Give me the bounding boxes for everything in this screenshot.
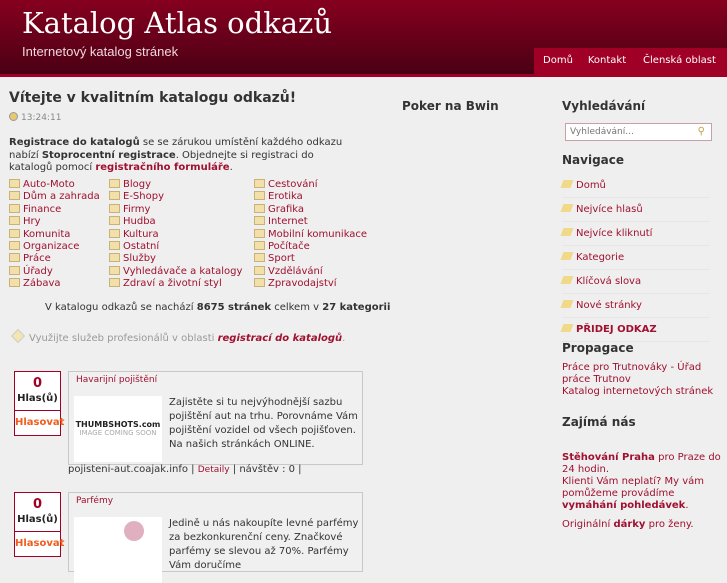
promo-links bbox=[562, 362, 722, 398]
sidebar-nav-item[interactable] bbox=[562, 222, 710, 246]
folder-icon bbox=[109, 204, 120, 213]
category-link[interactable]: Ostatní bbox=[123, 240, 160, 252]
listing-title[interactable]: Parfémy bbox=[76, 496, 114, 506]
folder-icon bbox=[254, 179, 265, 188]
category-item[interactable] bbox=[254, 191, 367, 203]
promo-end: . bbox=[342, 333, 346, 344]
thumb-note: IMAGE COMING SOON bbox=[79, 429, 157, 437]
folder-icon bbox=[254, 191, 265, 200]
site-subtitle: Internetový katalog stránek bbox=[22, 44, 179, 59]
stats-categories: 27 kategorii bbox=[322, 302, 391, 313]
listing-thumbnail[interactable] bbox=[74, 517, 162, 583]
category-item[interactable] bbox=[9, 253, 100, 265]
category-link[interactable]: Vyhledávače a katalogy bbox=[123, 265, 243, 277]
nav-contact[interactable]: Kontakt bbox=[587, 55, 627, 66]
stats-text: V katalogu odkazů se nachází bbox=[45, 302, 197, 313]
category-item[interactable] bbox=[109, 278, 242, 290]
category-link[interactable]: E-Shopy bbox=[123, 191, 164, 203]
category-item[interactable] bbox=[254, 253, 367, 265]
category-link[interactable]: Služby bbox=[123, 253, 156, 265]
folder-icon bbox=[109, 241, 120, 250]
category-item[interactable] bbox=[109, 179, 242, 191]
pencil-icon bbox=[561, 228, 574, 236]
category-column bbox=[109, 179, 242, 291]
header-divider bbox=[0, 74, 727, 77]
interest-box bbox=[562, 452, 722, 531]
perfume-image bbox=[124, 521, 144, 541]
pencil-icon bbox=[561, 252, 574, 260]
category-item[interactable] bbox=[109, 241, 242, 253]
category-link[interactable]: Hudba bbox=[123, 216, 156, 228]
category-item[interactable] bbox=[9, 278, 100, 290]
folder-icon bbox=[254, 266, 265, 275]
listing-meta bbox=[68, 464, 302, 475]
category-link[interactable]: Úřady bbox=[23, 265, 53, 277]
catalog-stats bbox=[45, 302, 390, 313]
sidebar-nav-item[interactable] bbox=[562, 246, 710, 270]
category-item[interactable] bbox=[109, 216, 242, 228]
thumb-logo: THUMBSHOTS.com bbox=[75, 420, 161, 429]
folder-icon bbox=[254, 204, 265, 213]
sidebar-nav-label: PŘIDEJ ODKAZ bbox=[576, 324, 657, 335]
nav-home[interactable]: Domů bbox=[543, 55, 573, 66]
category-link[interactable]: Sport bbox=[268, 253, 295, 265]
category-column bbox=[254, 179, 367, 291]
vote-box bbox=[14, 371, 65, 436]
category-item[interactable] bbox=[9, 216, 100, 228]
vote-button[interactable]: Hlasovat bbox=[15, 417, 65, 428]
tag-icon bbox=[11, 329, 25, 343]
category-item[interactable] bbox=[9, 179, 100, 191]
search-title: Vyhledávání bbox=[562, 99, 646, 113]
stats-text-2: celkem v bbox=[271, 302, 323, 313]
promo-line bbox=[13, 331, 345, 344]
category-link[interactable]: Cestování bbox=[268, 179, 318, 190]
promo-title: Propagace bbox=[562, 341, 634, 355]
folder-icon bbox=[254, 229, 265, 238]
search-input[interactable] bbox=[566, 124, 686, 139]
vote-label: Hlas(ů) bbox=[15, 512, 60, 532]
vote-button[interactable]: Hlasovat bbox=[15, 538, 65, 549]
listing-title[interactable]: Havarijní pojištění bbox=[76, 375, 158, 385]
intro bbox=[9, 137, 359, 175]
intro-text-3: . bbox=[229, 162, 233, 173]
category-link[interactable]: Mobilní komunikace bbox=[268, 228, 368, 240]
folder-icon bbox=[9, 229, 20, 238]
folder-icon bbox=[9, 266, 20, 275]
category-item[interactable] bbox=[254, 229, 367, 241]
debt-link[interactable]: vymáhání pohledávek bbox=[562, 500, 686, 511]
moving-link[interactable]: Stěhování Praha bbox=[562, 452, 655, 463]
gifts-text: Originální bbox=[562, 519, 614, 530]
details-link[interactable]: Detaily bbox=[197, 465, 230, 475]
folder-icon bbox=[9, 216, 20, 225]
sidebar-nav-item[interactable] bbox=[562, 174, 710, 198]
navigation-title: Navigace bbox=[562, 153, 625, 167]
folder-icon bbox=[109, 278, 120, 287]
gifts-link[interactable]: dárky bbox=[613, 519, 646, 530]
search-box bbox=[565, 123, 712, 141]
folder-icon bbox=[254, 216, 265, 225]
pencil-icon bbox=[561, 204, 574, 212]
category-link[interactable]: Práce bbox=[23, 253, 51, 265]
clock bbox=[9, 112, 61, 123]
sidebar-nav-label: Kategorie bbox=[576, 252, 625, 263]
sidebar-nav bbox=[562, 174, 710, 342]
folder-icon bbox=[109, 191, 120, 200]
folder-icon bbox=[109, 216, 120, 225]
time: 13:24:11 bbox=[21, 113, 62, 123]
sidebar-nav-label: Nové stránky bbox=[576, 300, 642, 311]
poker-title: Poker na Bwin bbox=[402, 99, 499, 113]
sidebar-nav-item[interactable] bbox=[562, 294, 710, 318]
category-item[interactable] bbox=[9, 266, 100, 278]
folder-icon bbox=[109, 253, 120, 262]
folder-icon bbox=[109, 179, 120, 188]
category-link[interactable]: Blogy bbox=[123, 179, 152, 190]
category-link[interactable]: Erotika bbox=[268, 191, 303, 203]
listing-card bbox=[68, 492, 363, 572]
category-link[interactable]: Finance bbox=[23, 203, 62, 215]
folder-icon bbox=[9, 204, 20, 213]
vote-count: 0 bbox=[32, 497, 43, 512]
vote-count: 0 bbox=[32, 376, 43, 391]
folder-icon bbox=[9, 241, 20, 250]
moving-text: pro Praze do 24 hodin. bbox=[562, 452, 721, 475]
category-link[interactable]: Organizace bbox=[23, 240, 80, 252]
listing-url: pojisteni-aut.coajak.info bbox=[68, 464, 188, 475]
page-title: Vítejte v kvalitním katalogu odkazů! bbox=[9, 90, 297, 106]
interest-title: Zajímá nás bbox=[562, 415, 636, 429]
debt-end: . bbox=[685, 500, 689, 511]
site-title[interactable]: Katalog Atlas odkazů bbox=[22, 6, 333, 40]
category-link[interactable]: Komunita bbox=[23, 228, 71, 240]
category-item[interactable] bbox=[9, 204, 100, 216]
category-link[interactable]: Zdraví a životní styl bbox=[123, 278, 222, 290]
pencil-icon bbox=[561, 276, 574, 284]
pencil-icon bbox=[561, 180, 574, 188]
sidebar-nav-label: Klíčová slova bbox=[576, 276, 642, 287]
listing-description: Jedině u nás nakoupíte levné parfémy za bezkonkurenční ceny. Značkové parfémy se slevou až 70%. Parfémy Vám doručíme bbox=[169, 518, 359, 571]
category-link[interactable]: Počítače bbox=[268, 240, 310, 252]
folder-icon bbox=[9, 191, 20, 200]
folder-icon bbox=[9, 179, 20, 188]
debt-text: Klienti Vám neplatí? My vám pomůžeme provádíme bbox=[562, 476, 705, 499]
category-link[interactable]: Zpravodajství bbox=[268, 278, 337, 290]
category-link[interactable]: Internet bbox=[268, 216, 308, 228]
listing-thumbnail[interactable] bbox=[74, 396, 162, 462]
folder-icon bbox=[9, 278, 20, 287]
category-link[interactable]: Firmy bbox=[123, 203, 151, 215]
category-link[interactable]: Grafika bbox=[268, 203, 305, 215]
intro-text-1: se se zárukou umístění každého odkazu nabízí bbox=[9, 137, 343, 161]
search-icon[interactable]: ⚲ bbox=[697, 126, 705, 137]
category-item[interactable] bbox=[254, 216, 367, 228]
folder-icon bbox=[254, 241, 265, 250]
pencil-icon bbox=[561, 300, 574, 308]
category-item[interactable] bbox=[254, 266, 367, 278]
category-item[interactable] bbox=[109, 191, 242, 203]
category-item[interactable] bbox=[109, 204, 242, 216]
category-item[interactable] bbox=[254, 241, 367, 253]
promo-text: Využijte služeb profesionálů v oblasti bbox=[29, 333, 218, 344]
promo-link-catalog[interactable]: Katalog internetových stránek bbox=[562, 386, 714, 397]
folder-icon bbox=[109, 266, 120, 275]
promo-link[interactable]: registrací do katalogů bbox=[217, 333, 343, 344]
category-item[interactable] bbox=[109, 266, 242, 278]
gifts-text-2: pro ženy. bbox=[645, 519, 694, 530]
category-item[interactable] bbox=[9, 241, 100, 253]
vote-box bbox=[14, 492, 65, 557]
sidebar-nav-label: Nejvíce hlasů bbox=[576, 204, 643, 215]
folder-icon bbox=[9, 253, 20, 262]
folder-icon bbox=[254, 278, 265, 287]
nav-members[interactable]: Členská oblast bbox=[643, 55, 716, 66]
vote-label: Hlas(ů) bbox=[15, 391, 60, 411]
category-item[interactable] bbox=[254, 179, 367, 191]
listing-visits: | návštěv : 0 | bbox=[232, 464, 302, 475]
category-item[interactable] bbox=[9, 191, 100, 203]
intro-text-2: . Objednejte si registraci do katalogů pomocí bbox=[9, 149, 314, 173]
sidebar-nav-label: Nejvíce kliknutí bbox=[576, 228, 653, 239]
stats-pages: 8675 stránek bbox=[196, 302, 272, 313]
category-item[interactable] bbox=[109, 229, 242, 241]
sidebar-nav-item[interactable] bbox=[562, 318, 710, 342]
clock-icon bbox=[9, 112, 18, 121]
category-link[interactable]: Kultura bbox=[123, 228, 159, 240]
pencil-icon bbox=[561, 324, 574, 332]
listing-card bbox=[68, 371, 363, 465]
folder-icon bbox=[254, 253, 265, 262]
category-link[interactable]: Auto-Moto bbox=[23, 179, 75, 190]
category-item[interactable] bbox=[254, 278, 367, 290]
category-item[interactable] bbox=[254, 204, 367, 216]
listing-description: Zajistěte si tu nejvýhodnější sazbu pojištění aut na trhu. Porovnáme Vám pojištění vozidel od všech pojišťoven. Na našich stránkách ONLINE. bbox=[169, 397, 358, 450]
category-link[interactable]: Vzdělávání bbox=[268, 265, 323, 277]
intro-bold-1: Registrace do katalogů bbox=[9, 137, 140, 148]
category-item[interactable] bbox=[109, 253, 242, 265]
sidebar-nav-item[interactable] bbox=[562, 270, 710, 294]
category-column bbox=[9, 179, 100, 291]
registration-form-link[interactable]: registračního formuláře bbox=[95, 162, 230, 173]
category-link[interactable]: Dům a zahrada bbox=[23, 191, 100, 203]
sidebar-nav-item[interactable] bbox=[562, 198, 710, 222]
category-item[interactable] bbox=[9, 229, 100, 241]
category-link[interactable]: Zábava bbox=[23, 278, 61, 290]
intro-bold-2: Stoprocentní registrace bbox=[41, 149, 176, 161]
separator: | bbox=[191, 464, 195, 475]
top-nav bbox=[534, 48, 727, 74]
folder-icon bbox=[109, 229, 120, 238]
sidebar-nav-label: Domů bbox=[576, 180, 606, 191]
promo-link-jobs[interactable]: Práce pro Trutnováky - Úřad práce Trutnov bbox=[562, 362, 702, 385]
category-link[interactable]: Hry bbox=[23, 216, 41, 228]
